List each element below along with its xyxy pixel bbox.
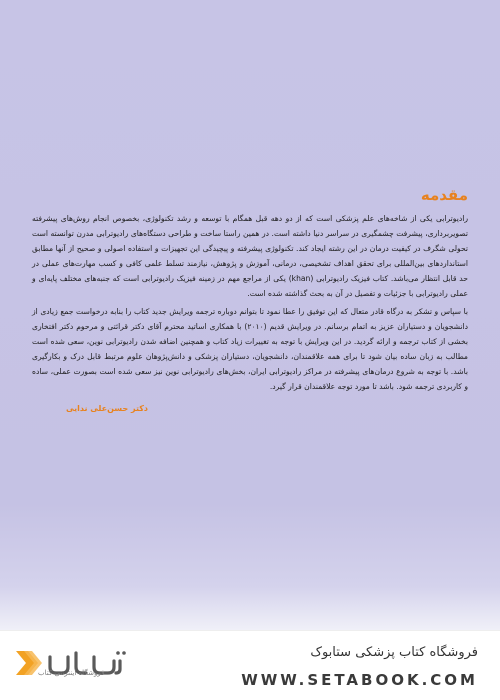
document-content — [32, 185, 468, 413]
section-heading: مقدمه — [420, 186, 468, 204]
store-name: فروشگاه کتاب پزشکی ستابوک — [310, 645, 478, 660]
author-signature: دکتر حسن‌علی ندایی — [66, 404, 148, 413]
logo-tagline: فروشگاه اینترنتی کتاب — [38, 669, 105, 677]
paragraph-2: با سپاس و تشکر به درگاه قادر متعال که این توفیق را عطا نمود تا بتوانم دوباره ترجمه ویرایش جدید کتاب را بنابه درخواست جمع زیادی از دانشجویان و دستیاران عزیز به اتمام برسانم. در ویرایش قدیم (۲۰۱۰) با همکاری اساتید محترم آقای دکتر قرائتی و مرحوم دکتر افتخاری بخشی از کتاب ترجمه و ارائه گردید. در این ویرایش با توجه به تغییرات زیاد کتاب و همچنین اضافه شدن رادیوترابی نوین، سعی شده است مطالب به زبان ساده بیان شود تا برای همه علاقمندان، دانشجویان، دستیاران پزشکی و دانش‌پژوهان علوم مرتبط قابل درک و بکارگیری باشد. با توجه به شروع درمان‌های پیشرفته در مراکز رادیوترابی ایران، بخش‌های رادیوترابی نوین نیز سعی شده است بصورت عملی، ساده و کاربردی ترجمه شود. باشد تا مورد توجه علاقمندان قرار گیرد. — [32, 307, 468, 391]
setabook-logo — [14, 643, 134, 691]
store-url[interactable]: WWW.SETABOOK.COM — [241, 671, 478, 689]
paragraph-1: رادیوترابی یکی از شاخه‌های علم پزشکی است که از دو دهه قبل همگام با توسعه و رشد تکنولوژی، بخصوص انجام روش‌های پیشرفته تصویربرداری، پیشرفت چشمگیری در سراسر دنیا داشته است. در همین راستا ساخت و طراحی دستگاه‌های رادیوترابی مدرن توانسته است تحولی شگرف در کیفیت درمان در این رشته ایجاد کند. تکنولوژی پیشرفته و پیچیدگی این تجهیزات و استفاده اصولی و صحیح از آنها مطابق استانداردهای بین‌المللی برای تحقق اهداف تشخیصی، درمانی، آموزش و پژوهش، نیازمند تسلط علمی کافی و کسب مهارت‌های عملی در حد قابل انتظار می‌باشد. کتاب فیزیک رادیوترابی (khan) یکی از مراجع مهم در زمینه فیزیک رادیوترابی است که جنبه‌های مختلف پایه‌ای و عملی رادیوترابی با جزئیات و تفصیل در آن به بحث گذاشته شده است. — [32, 214, 468, 298]
store-banner — [0, 630, 500, 700]
